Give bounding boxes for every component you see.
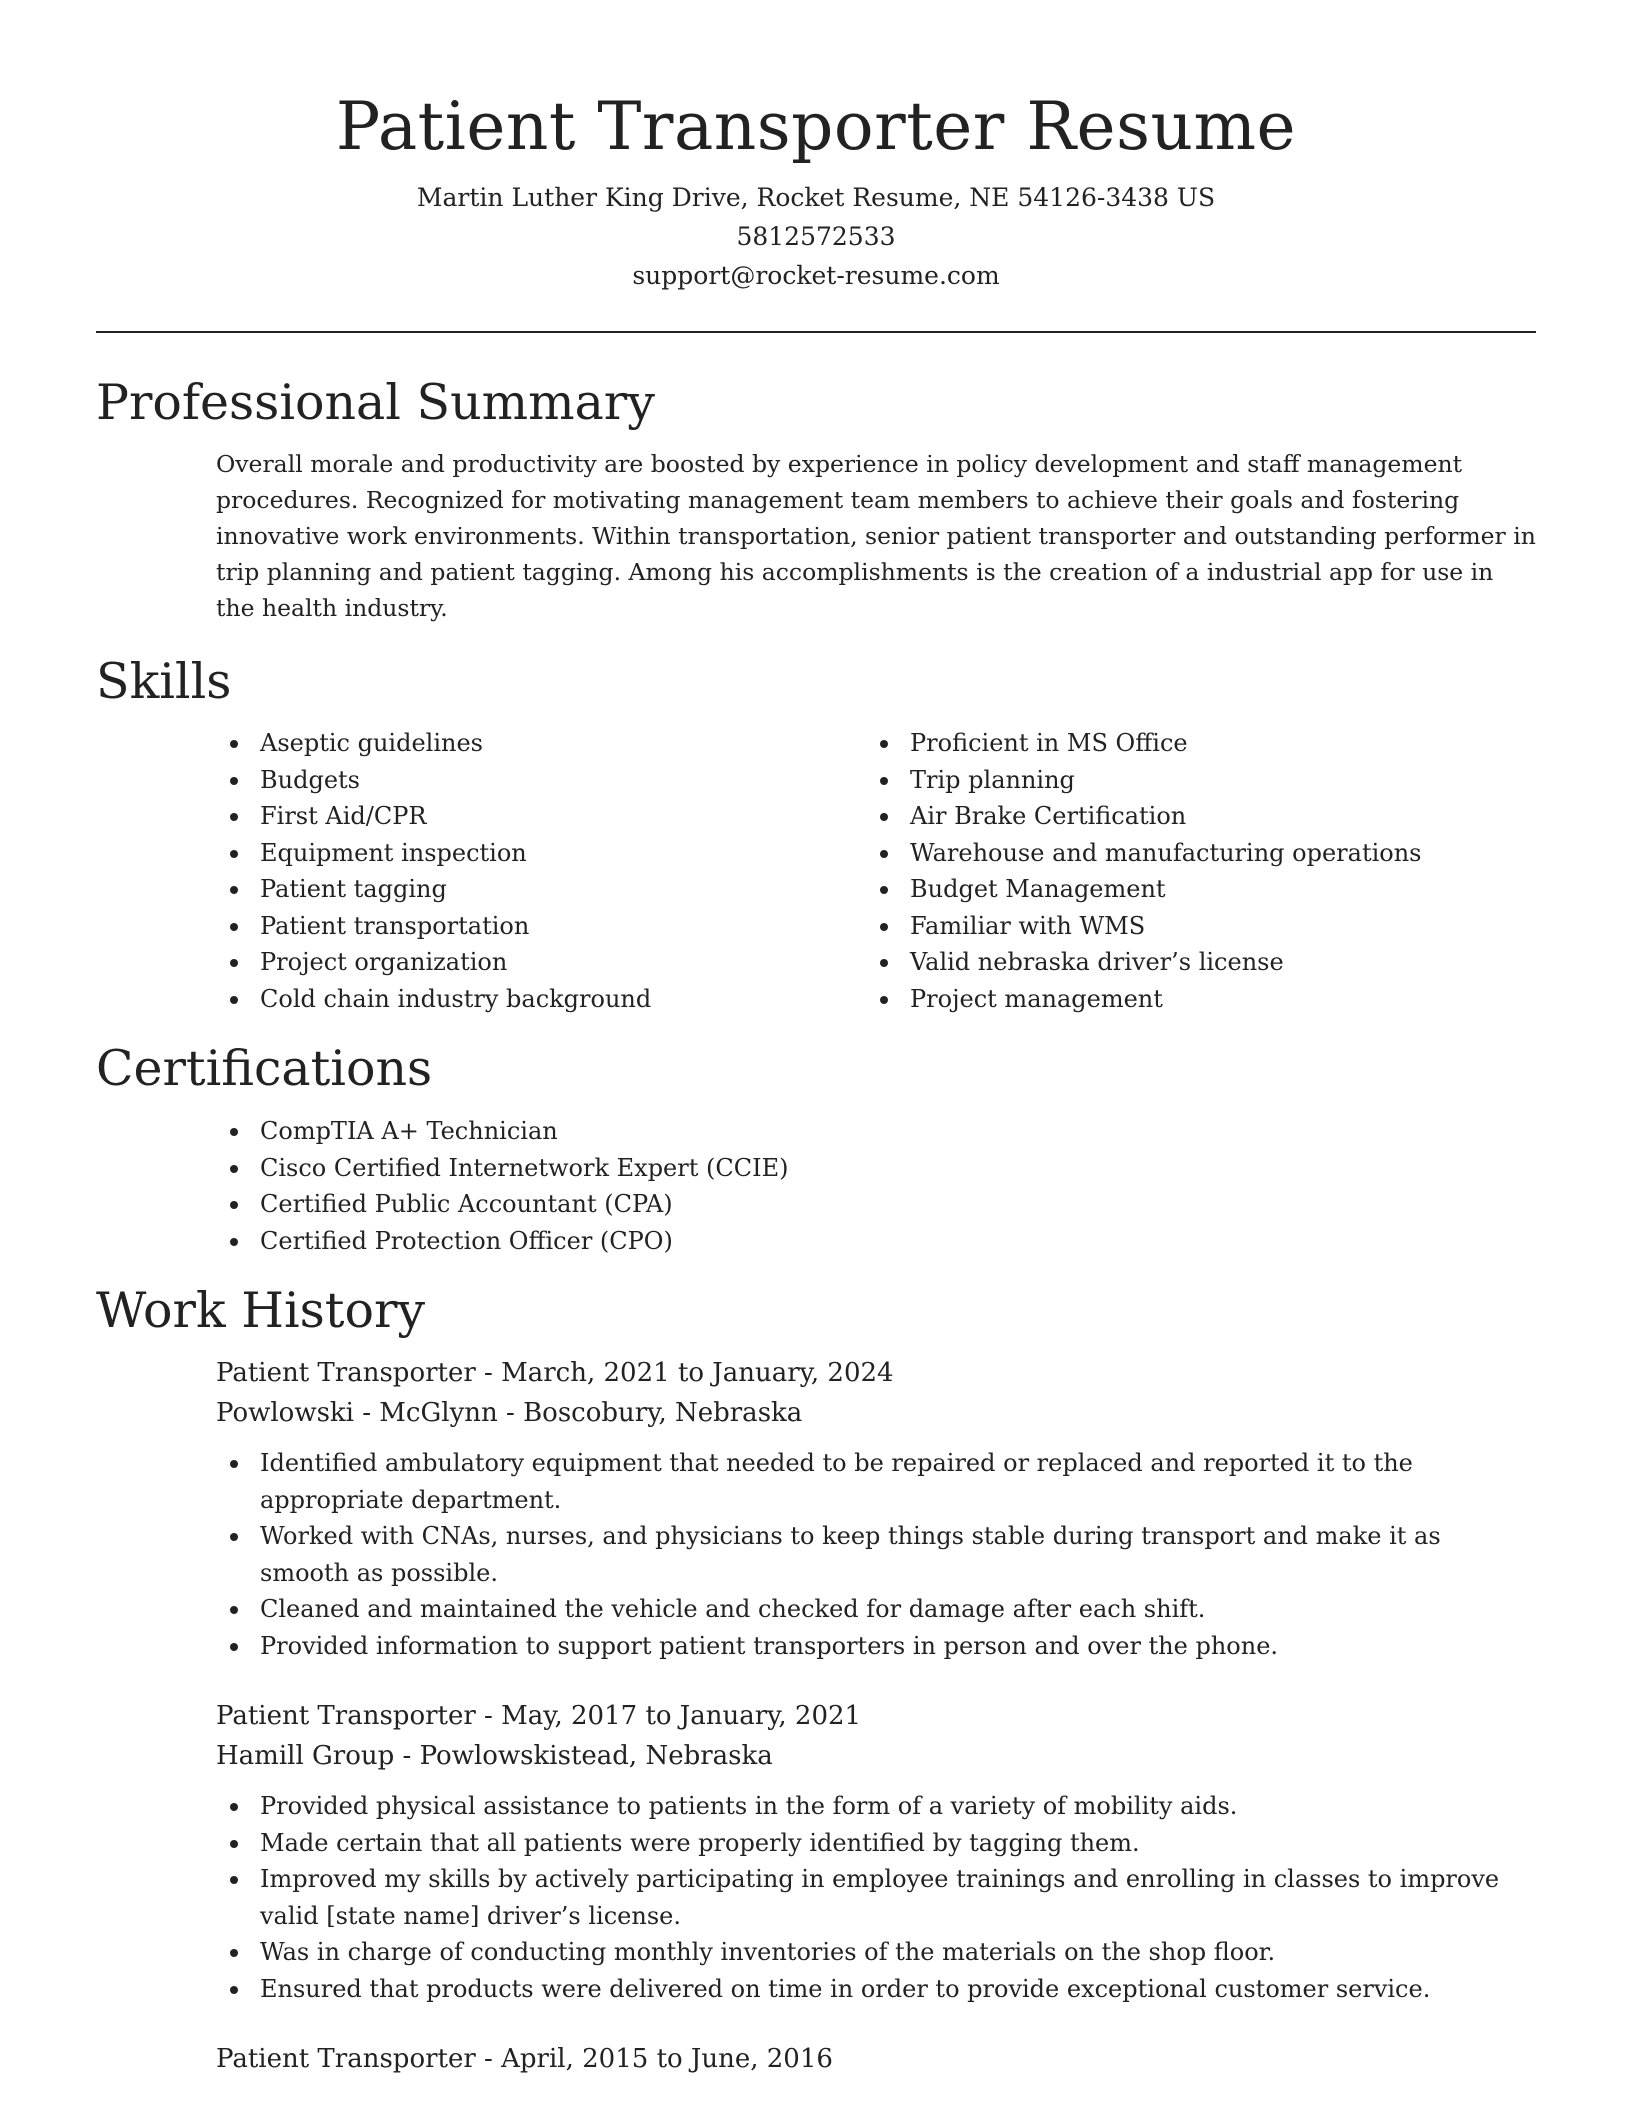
skill-item: Equipment inspection xyxy=(216,835,866,872)
resume-title: Patient Transporter Resume xyxy=(335,88,1297,165)
job-dates: March, 2021 to January, 2024 xyxy=(501,1358,894,1388)
skill-item: Valid nebraska driver’s license xyxy=(866,944,1516,981)
resume-header xyxy=(96,0,1536,295)
job-entry xyxy=(216,2039,1536,2079)
skill-item: Patient transportation xyxy=(216,908,866,945)
skills-heading: Skills xyxy=(96,653,232,710)
certifications-section xyxy=(216,1113,1536,1259)
job-dates: April, 2015 to June, 2016 xyxy=(501,2044,833,2074)
certification-item: Certified Public Accountant (CPA) xyxy=(216,1186,1536,1223)
job-bullet: Worked with CNAs, nurses, and physicians to keep things stable during transport and make it as smooth as possible. xyxy=(216,1518,1536,1591)
skill-item: Patient tagging xyxy=(216,871,866,908)
skill-item: First Aid/CPR xyxy=(216,798,866,835)
job-bullet: Improved my skills by actively participating in employee trainings and enrolling in classes to improve valid [state name] driver’s license. xyxy=(216,1861,1536,1934)
skills-list-left xyxy=(216,725,866,1017)
job-dates: May, 2017 to January, 2021 xyxy=(501,1701,862,1731)
skill-item: Budgets xyxy=(216,762,866,799)
job-bullet: Provided physical assistance to patients in the form of a variety of mobility aids. xyxy=(216,1788,1536,1825)
job-bullet: Made certain that all patients were properly identified by tagging them. xyxy=(216,1825,1536,1862)
job-title: Patient Transporter xyxy=(216,1358,476,1388)
skill-item: Aseptic guidelines xyxy=(216,725,866,762)
certifications-list xyxy=(216,1113,1536,1259)
skill-item: Familiar with WMS xyxy=(866,908,1516,945)
job-title: Patient Transporter xyxy=(216,2044,476,2074)
job-company-line: Hamill Group - Powlowskistead, Nebraska xyxy=(216,1741,773,1771)
certification-item: CompTIA A+ Technician xyxy=(216,1113,1536,1150)
job-bullet-list xyxy=(216,1445,1536,1664)
skill-item: Cold chain industry background xyxy=(216,981,866,1018)
job-company: Powlowski - McGlynn xyxy=(216,1398,498,1428)
job-entry xyxy=(216,1353,1536,1664)
skill-item: Budget Management xyxy=(866,871,1516,908)
job-bullet: Was in charge of conducting monthly inventories of the materials on the shop floor. xyxy=(216,1934,1536,1971)
summary-text: Overall morale and productivity are boosted by experience in policy development and staff management procedures. Recognized for motivating management team members to achieve their goals and fostering innovative work environments. Within transportation, senior patient transporter and outstanding performer in trip planning and patient tagging. Among his accomplishments is the creation of a industrial app for use in the health industry. xyxy=(216,450,1536,622)
job-title: Patient Transporter xyxy=(216,1701,476,1731)
skills-grid xyxy=(216,725,1536,1017)
skills-list-right xyxy=(866,725,1516,1017)
job-entry xyxy=(216,1696,1536,2007)
skill-item: Project management xyxy=(866,981,1516,1018)
summary-section xyxy=(216,446,1536,626)
certification-item: Certified Protection Officer (CPO) xyxy=(216,1223,1536,1260)
skill-item: Project organization xyxy=(216,944,866,981)
skill-item: Air Brake Certification xyxy=(866,798,1516,835)
contact-block xyxy=(96,178,1536,295)
certification-item: Cisco Certified Internetwork Expert (CCIE) xyxy=(216,1150,1536,1187)
job-company-line: Powlowski - McGlynn - Boscobury, Nebraska xyxy=(216,1398,803,1428)
contact-phone: 5812572533 xyxy=(736,222,896,251)
work-history-heading: Work History xyxy=(96,1282,426,1339)
job-bullet: Ensured that products were delivered on time in order to provide exceptional customer service. xyxy=(216,1971,1536,2008)
contact-address: Martin Luther King Drive, Rocket Resume, NE 54126-3438 US xyxy=(416,183,1216,212)
resume-page xyxy=(96,0,1536,2079)
job-location: Boscobury, Nebraska xyxy=(523,1398,803,1428)
skill-item: Trip planning xyxy=(866,762,1516,799)
contact-email: support@rocket-resume.com xyxy=(632,261,1000,290)
summary-heading: Professional Summary xyxy=(96,374,655,431)
skill-item: Proficient in MS Office xyxy=(866,725,1516,762)
header-divider xyxy=(96,331,1536,333)
job-location: Powlowskistead, Nebraska xyxy=(419,1741,773,1771)
job-bullet-list xyxy=(216,1788,1536,2007)
job-title-line: Patient Transporter - May, 2017 to January, 2021 xyxy=(216,1701,862,1731)
job-company: Hamill Group xyxy=(216,1741,395,1771)
certifications-heading: Certifications xyxy=(96,1040,433,1097)
job-bullet: Provided information to support patient transporters in person and over the phone. xyxy=(216,1628,1536,1665)
skill-item: Warehouse and manufacturing operations xyxy=(866,835,1516,872)
job-title-line: Patient Transporter - March, 2021 to January, 2024 xyxy=(216,1358,894,1388)
job-title-line: Patient Transporter - April, 2015 to June, 2016 xyxy=(216,2044,833,2074)
job-bullet: Cleaned and maintained the vehicle and checked for damage after each shift. xyxy=(216,1591,1536,1628)
job-bullet: Identified ambulatory equipment that needed to be repaired or replaced and reported it to the appropriate department. xyxy=(216,1445,1536,1518)
